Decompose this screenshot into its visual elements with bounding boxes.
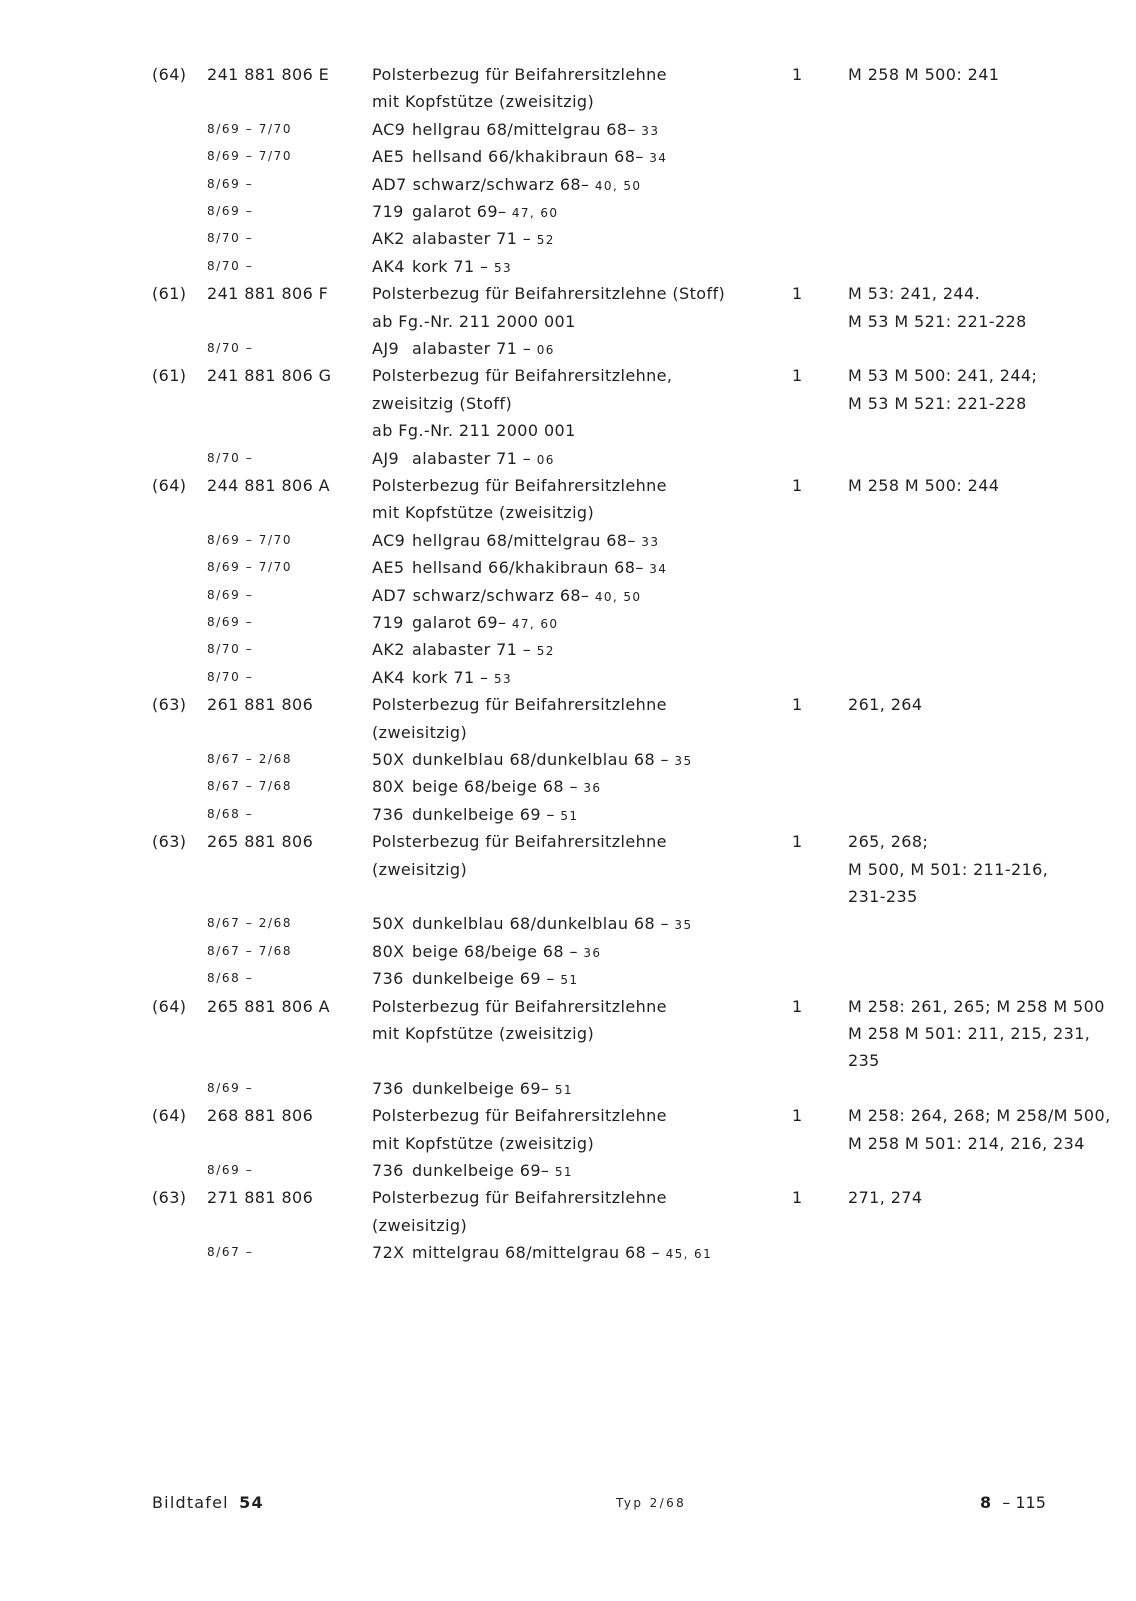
color-code: 736 [372, 1078, 404, 1098]
part-number: 241 881 806 F [207, 284, 329, 304]
part-description: ab Fg.-Nr. 211 2000 001 [372, 421, 576, 441]
color-description [372, 582, 782, 611]
part-description: (zweisitzig) [372, 1215, 468, 1235]
color-number: 45, 61 [665, 1247, 713, 1262]
color-number: 35 [674, 918, 693, 933]
part-description: zweisitzig (Stoff) [372, 393, 513, 413]
color-variant-row [0, 910, 1136, 937]
color-variant-row [0, 582, 1136, 609]
part-entry-continuation [0, 417, 1136, 444]
color-code: AC9 [372, 119, 406, 139]
quantity: 1 [792, 1106, 803, 1126]
figure-ref: (64) [152, 476, 187, 495]
color-name: hellsand 66/khakibraun 68– [412, 147, 644, 167]
color-variant-row [0, 636, 1136, 663]
part-description: Polsterbezug für Beifahrersitzlehne [372, 832, 667, 852]
color-description [372, 527, 782, 556]
color-code: 719 [372, 202, 404, 221]
color-variant-row [0, 527, 1136, 554]
validity-period: 8/70 – [207, 258, 254, 273]
color-name: hellgrau 68/mittelgrau 68– [412, 530, 636, 550]
part-description: Polsterbezug für Beifahrersitzlehne [372, 695, 667, 715]
model-remarks: M 500, M 501: 211-216, [848, 859, 1049, 879]
part-entry-continuation [0, 499, 1136, 526]
validity-period: 8/68 – [207, 806, 254, 821]
model-remarks: M 53 M 521: 221-228 [848, 393, 1027, 413]
color-name: alabaster 71 – [412, 448, 532, 468]
color-code: AC9 [372, 530, 406, 550]
color-number: 51 [560, 973, 579, 988]
model-remarks: 265, 268; [848, 832, 929, 852]
validity-period: 8/69 – [207, 1163, 254, 1177]
part-description: Polsterbezug für Beifahrersitzlehne [372, 476, 667, 495]
part-description: Polsterbezug für Beifahrersitzlehne [372, 65, 667, 84]
validity-period: 8/69 – 7/70 [207, 532, 293, 547]
model-remarks: M 258: 261, 265; M 258 M 500 [848, 996, 1105, 1016]
color-name: dunkelblau 68/dunkelblau 68 – [412, 914, 669, 934]
color-description [372, 609, 782, 638]
color-code: AJ9 [372, 448, 400, 468]
part-entry-row [0, 1184, 1136, 1211]
color-name: alabaster 71 – [412, 339, 532, 358]
color-name: beige 68/beige 68 – [412, 777, 578, 797]
color-code: AD7 [372, 174, 407, 194]
part-entry-continuation [0, 883, 1136, 910]
part-number: 241 881 806 E [207, 65, 330, 84]
color-variant-row [0, 198, 1136, 225]
part-entry-row [0, 280, 1136, 307]
color-number: 06 [536, 343, 555, 357]
color-variant-row [0, 554, 1136, 581]
color-description [372, 801, 782, 830]
color-variant-row [0, 773, 1136, 800]
color-name: galarot 69– [412, 202, 507, 221]
color-name: schwarz/schwarz 68– [412, 174, 590, 194]
color-number: 52 [536, 233, 555, 248]
part-description: (zweisitzig) [372, 859, 468, 879]
figure-ref: (63) [152, 695, 187, 715]
validity-period: 8/67 – 7/68 [207, 779, 293, 794]
color-variant-row [0, 1075, 1136, 1102]
color-code: 72X [372, 1243, 405, 1263]
model-remarks: M 53 M 521: 221-228 [848, 311, 1027, 331]
validity-period: 8/67 – 2/68 [207, 752, 293, 766]
validity-period: 8/69 – [207, 204, 254, 218]
color-code: 719 [372, 613, 404, 632]
color-description [372, 554, 782, 583]
color-code: 80X [372, 941, 405, 961]
part-description: Polsterbezug für Beifahrersitzlehne [372, 1188, 667, 1208]
figure-ref: (64) [152, 996, 187, 1016]
model-remarks: 271, 274 [848, 1188, 923, 1208]
part-number: 268 881 806 [207, 1106, 314, 1126]
color-name: alabaster 71 – [412, 229, 532, 249]
color-description [372, 1239, 782, 1268]
part-description: Polsterbezug für Beifahrersitzlehne [372, 1106, 667, 1126]
validity-period: 8/69 – [207, 615, 254, 629]
color-name: dunkelbeige 69 – [412, 969, 555, 989]
color-variant-row [0, 938, 1136, 965]
part-number: 265 881 806 A [207, 996, 331, 1016]
model-remarks: M 258 M 500: 244 [848, 476, 1000, 495]
color-code: AK4 [372, 256, 405, 276]
part-number: 271 881 806 [207, 1188, 314, 1208]
color-code: AK4 [372, 667, 405, 687]
figure-ref: (61) [152, 284, 187, 304]
part-entry-continuation [0, 1212, 1136, 1239]
color-name: kork 71 – [412, 667, 489, 687]
footer-page [980, 1488, 1046, 1518]
part-number: 244 881 806 A [207, 476, 331, 495]
page-number: 115 [1015, 1493, 1046, 1512]
color-name: kork 71 – [412, 256, 489, 276]
model-remarks: M 53: 241, 244. [848, 284, 981, 304]
color-name: hellsand 66/khakibraun 68– [412, 558, 644, 578]
color-name: dunkelbeige 69– [412, 1161, 550, 1180]
part-number: 261 881 806 [207, 695, 314, 715]
color-description [372, 445, 782, 474]
part-description: (zweisitzig) [372, 722, 468, 742]
validity-period: 8/69 – [207, 1080, 254, 1095]
model-remarks: M 258 M 500: 241 [848, 65, 1000, 84]
color-number: 33 [641, 123, 660, 138]
part-entry-row [0, 472, 1136, 499]
color-variant-row [0, 1239, 1136, 1266]
color-number: 36 [583, 781, 602, 796]
page-sep: – [1002, 1493, 1011, 1512]
color-variant-row [0, 143, 1136, 170]
model-remarks: 231-235 [848, 887, 918, 906]
color-variant-row [0, 253, 1136, 280]
validity-period: 8/67 – [207, 1245, 254, 1260]
part-description: mit Kopfstütze (zweisitzig) [372, 1133, 595, 1153]
part-description: mit Kopfstütze (zweisitzig) [372, 1024, 595, 1043]
validity-period: 8/67 – 7/68 [207, 943, 293, 958]
color-description [372, 965, 782, 994]
page-section: 8 [980, 1493, 992, 1512]
color-code: AK2 [372, 229, 405, 249]
color-code: AE5 [372, 558, 405, 578]
color-variant-row [0, 664, 1136, 691]
validity-period: 8/70 – [207, 669, 254, 684]
part-entry-continuation [0, 1020, 1136, 1047]
quantity: 1 [792, 284, 803, 304]
color-number: 53 [493, 260, 513, 275]
color-variant-row [0, 225, 1136, 252]
validity-period: 8/70 – [207, 231, 254, 246]
color-description [372, 116, 782, 145]
color-code: AE5 [372, 147, 405, 167]
color-name: galarot 69– [412, 613, 507, 632]
color-code: 736 [372, 1161, 404, 1180]
color-variant-row [0, 965, 1136, 992]
color-description [372, 143, 782, 172]
part-entry-continuation [0, 719, 1136, 746]
color-name: dunkelbeige 69 – [412, 804, 555, 824]
color-name: mittelgrau 68/mittelgrau 68 – [412, 1243, 661, 1263]
color-variant-row [0, 335, 1136, 362]
model-remarks: M 53 M 500: 241, 244; [848, 366, 1038, 386]
part-entry-continuation [0, 390, 1136, 417]
color-number: 34 [649, 151, 668, 166]
color-name: hellgrau 68/mittelgrau 68– [412, 119, 636, 139]
color-description [372, 1157, 782, 1186]
color-description [372, 746, 782, 775]
part-entry-row [0, 61, 1136, 88]
validity-period: 8/69 – 7/70 [207, 560, 293, 575]
color-number: 40, 50 [594, 589, 642, 604]
validity-period: 8/69 – 7/70 [207, 121, 293, 136]
plate-number: 54 [239, 1493, 264, 1512]
color-code: 736 [372, 969, 404, 989]
color-variant-row [0, 116, 1136, 143]
color-code: 80X [372, 777, 405, 797]
quantity: 1 [792, 476, 803, 495]
color-name: dunkelbeige 69– [412, 1078, 550, 1098]
color-code: 736 [372, 804, 404, 824]
color-description [372, 938, 782, 967]
footer-plate [152, 1488, 264, 1518]
footer-type: Typ 2/68 [616, 1496, 687, 1510]
color-number: 47, 60 [511, 206, 559, 220]
color-code: AJ9 [372, 339, 400, 358]
color-number: 51 [554, 1082, 573, 1097]
color-description [372, 636, 782, 665]
part-entry-continuation [0, 1047, 1136, 1074]
part-entry-continuation [0, 1130, 1136, 1157]
color-number: 53 [493, 671, 513, 686]
color-name: beige 68/beige 68 – [412, 941, 578, 961]
color-code: 50X [372, 750, 405, 769]
color-number: 33 [641, 534, 660, 549]
color-variant-row [0, 445, 1136, 472]
validity-period: 8/67 – 2/68 [207, 916, 293, 931]
figure-ref: (64) [152, 65, 187, 84]
validity-period: 8/70 – [207, 450, 254, 465]
color-description [372, 910, 782, 939]
model-remarks: M 258: 264, 268; M 258/M 500, [848, 1106, 1111, 1126]
color-description [372, 773, 782, 802]
color-number: 34 [649, 562, 668, 577]
part-entry-row [0, 828, 1136, 855]
color-number: 35 [674, 754, 693, 768]
part-description: mit Kopfstütze (zweisitzig) [372, 503, 595, 523]
part-entry-continuation [0, 308, 1136, 335]
validity-period: 8/69 – [207, 176, 254, 191]
validity-period: 8/69 – 7/70 [207, 149, 293, 164]
validity-period: 8/70 – [207, 642, 254, 657]
part-entry-row [0, 362, 1136, 389]
part-entry-continuation [0, 856, 1136, 883]
color-variant-row [0, 801, 1136, 828]
validity-period: 8/70 – [207, 341, 254, 355]
color-number: 36 [583, 945, 602, 960]
model-remarks: 235 [848, 1051, 880, 1071]
quantity: 1 [792, 366, 803, 386]
part-description: mit Kopfstütze (zweisitzig) [372, 92, 595, 112]
plate-label: Bildtafel [152, 1493, 229, 1512]
color-variant-row [0, 609, 1136, 636]
quantity: 1 [792, 65, 803, 84]
part-description: Polsterbezug für Beifahrersitzlehne (Stoff) [372, 284, 726, 304]
part-description: Polsterbezug für Beifahrersitzlehne [372, 996, 667, 1016]
color-description [372, 335, 782, 364]
quantity: 1 [792, 832, 803, 852]
color-code: AK2 [372, 640, 405, 660]
model-remarks: M 258 M 501: 211, 215, 231, [848, 1024, 1091, 1043]
part-entry-row [0, 691, 1136, 718]
color-number: 40, 50 [594, 178, 642, 193]
validity-period: 8/69 – [207, 587, 254, 602]
part-description: Polsterbezug für Beifahrersitzlehne, [372, 366, 673, 386]
color-description [372, 253, 782, 282]
part-number: 265 881 806 [207, 832, 314, 852]
color-description [372, 171, 782, 200]
part-entry-row [0, 993, 1136, 1020]
part-number: 241 881 806 G [207, 366, 332, 386]
color-description [372, 198, 782, 227]
color-code: 50X [372, 914, 405, 934]
quantity: 1 [792, 695, 803, 715]
color-number: 06 [536, 452, 555, 467]
part-description: ab Fg.-Nr. 211 2000 001 [372, 311, 576, 331]
color-code: AD7 [372, 585, 407, 605]
figure-ref: (64) [152, 1106, 187, 1126]
part-entry-continuation [0, 88, 1136, 115]
quantity: 1 [792, 1188, 803, 1208]
part-entry-row [0, 1102, 1136, 1129]
color-number: 51 [554, 1165, 573, 1179]
model-remarks: 261, 264 [848, 695, 923, 715]
color-variant-row [0, 1157, 1136, 1184]
color-number: 47, 60 [511, 617, 559, 631]
color-name: schwarz/schwarz 68– [412, 585, 590, 605]
figure-ref: (63) [152, 1188, 187, 1208]
color-description [372, 1075, 782, 1104]
color-variant-row [0, 171, 1136, 198]
figure-ref: (61) [152, 366, 187, 386]
color-description [372, 664, 782, 693]
figure-ref: (63) [152, 832, 187, 852]
color-variant-row [0, 746, 1136, 773]
color-description [372, 225, 782, 254]
color-number: 52 [536, 644, 555, 659]
color-name: alabaster 71 – [412, 640, 532, 660]
color-name: dunkelblau 68/dunkelblau 68 – [412, 750, 669, 769]
color-number: 51 [560, 808, 579, 823]
quantity: 1 [792, 996, 803, 1016]
validity-period: 8/68 – [207, 971, 254, 986]
model-remarks: M 258 M 501: 214, 216, 234 [848, 1133, 1085, 1153]
